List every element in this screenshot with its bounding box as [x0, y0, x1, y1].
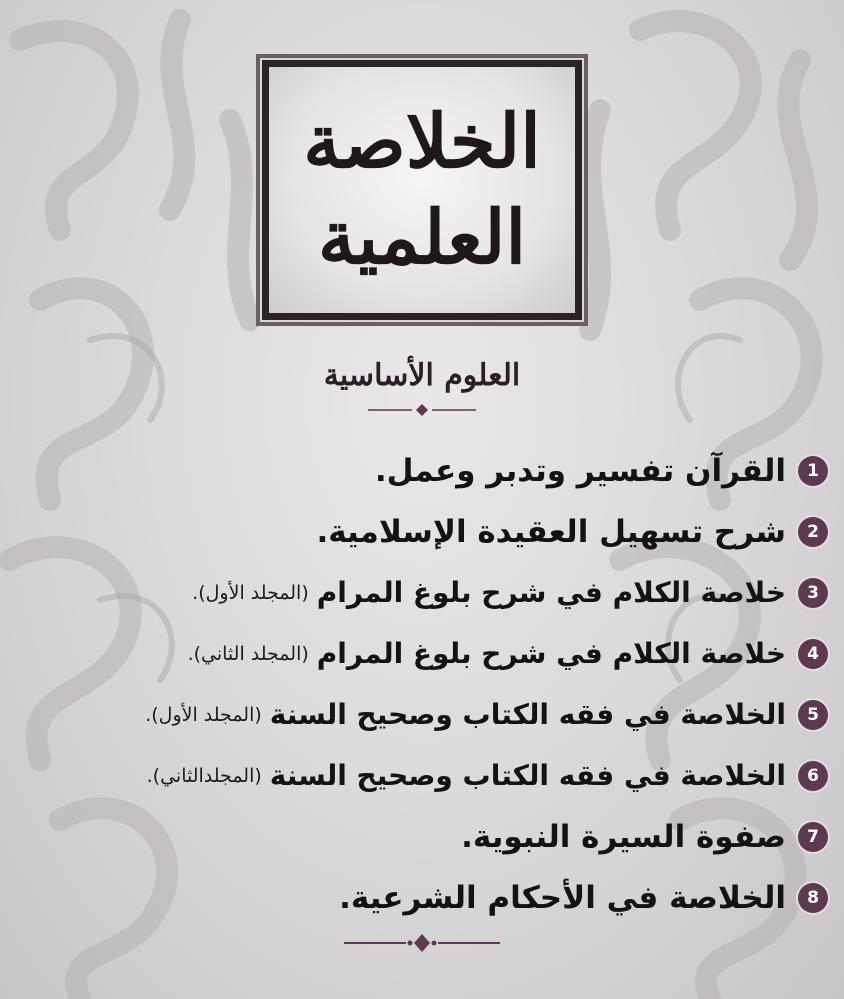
- book-title: القرآن تفسير وتدبر وعمل.: [374, 452, 786, 489]
- book-volume: (المجلدالثاني).: [146, 764, 262, 787]
- book-number-badge: 1: [798, 456, 828, 486]
- book-number-badge: 8: [798, 883, 828, 913]
- book-title: خلاصة الكلام في شرح بلوغ المرام: [316, 637, 786, 670]
- book-number-badge: 5: [798, 700, 828, 730]
- book-list-item: [20, 745, 828, 806]
- book-list-item: [20, 806, 828, 867]
- book-list: [20, 440, 828, 928]
- book-number-badge: 6: [798, 761, 828, 791]
- book-list-item: [20, 501, 828, 562]
- book-volume: (المجلد الأول).: [145, 703, 262, 726]
- book-number-badge: 2: [798, 517, 828, 547]
- cover-title-line-1: الخلاصة: [303, 99, 541, 185]
- book-title: خلاصة الكلام في شرح بلوغ المرام: [316, 576, 786, 609]
- book-title: الخلاصة في فقه الكتاب وصحيح السنة: [269, 698, 786, 731]
- book-number-badge: 3: [798, 578, 828, 608]
- book-number-badge: 4: [798, 639, 828, 669]
- book-volume: (المجلد الثاني).: [187, 642, 309, 665]
- cover-title-line-2: العلمية: [317, 195, 527, 281]
- book-list-item: [20, 562, 828, 623]
- book-list-item: [20, 440, 828, 501]
- book-list-item: [20, 623, 828, 684]
- book-title: صفوة السيرة النبوية.: [461, 818, 786, 855]
- diamond-divider-icon: [340, 932, 504, 954]
- book-list-item: [20, 684, 828, 745]
- cover-title-frame: [262, 60, 582, 320]
- book-title: شرح تسهيل العقيدة الإسلامية.: [316, 513, 786, 550]
- cover-subtitle: العلوم الأساسية: [323, 358, 521, 393]
- book-title: الخلاصة في الأحكام الشرعية.: [339, 879, 786, 916]
- book-volume: (المجلد الأول).: [192, 581, 309, 604]
- book-number-badge: 7: [798, 822, 828, 852]
- book-title: الخلاصة في فقه الكتاب وصحيح السنة: [269, 759, 786, 792]
- diamond-divider-icon: [362, 402, 482, 418]
- book-list-item: [20, 867, 828, 928]
